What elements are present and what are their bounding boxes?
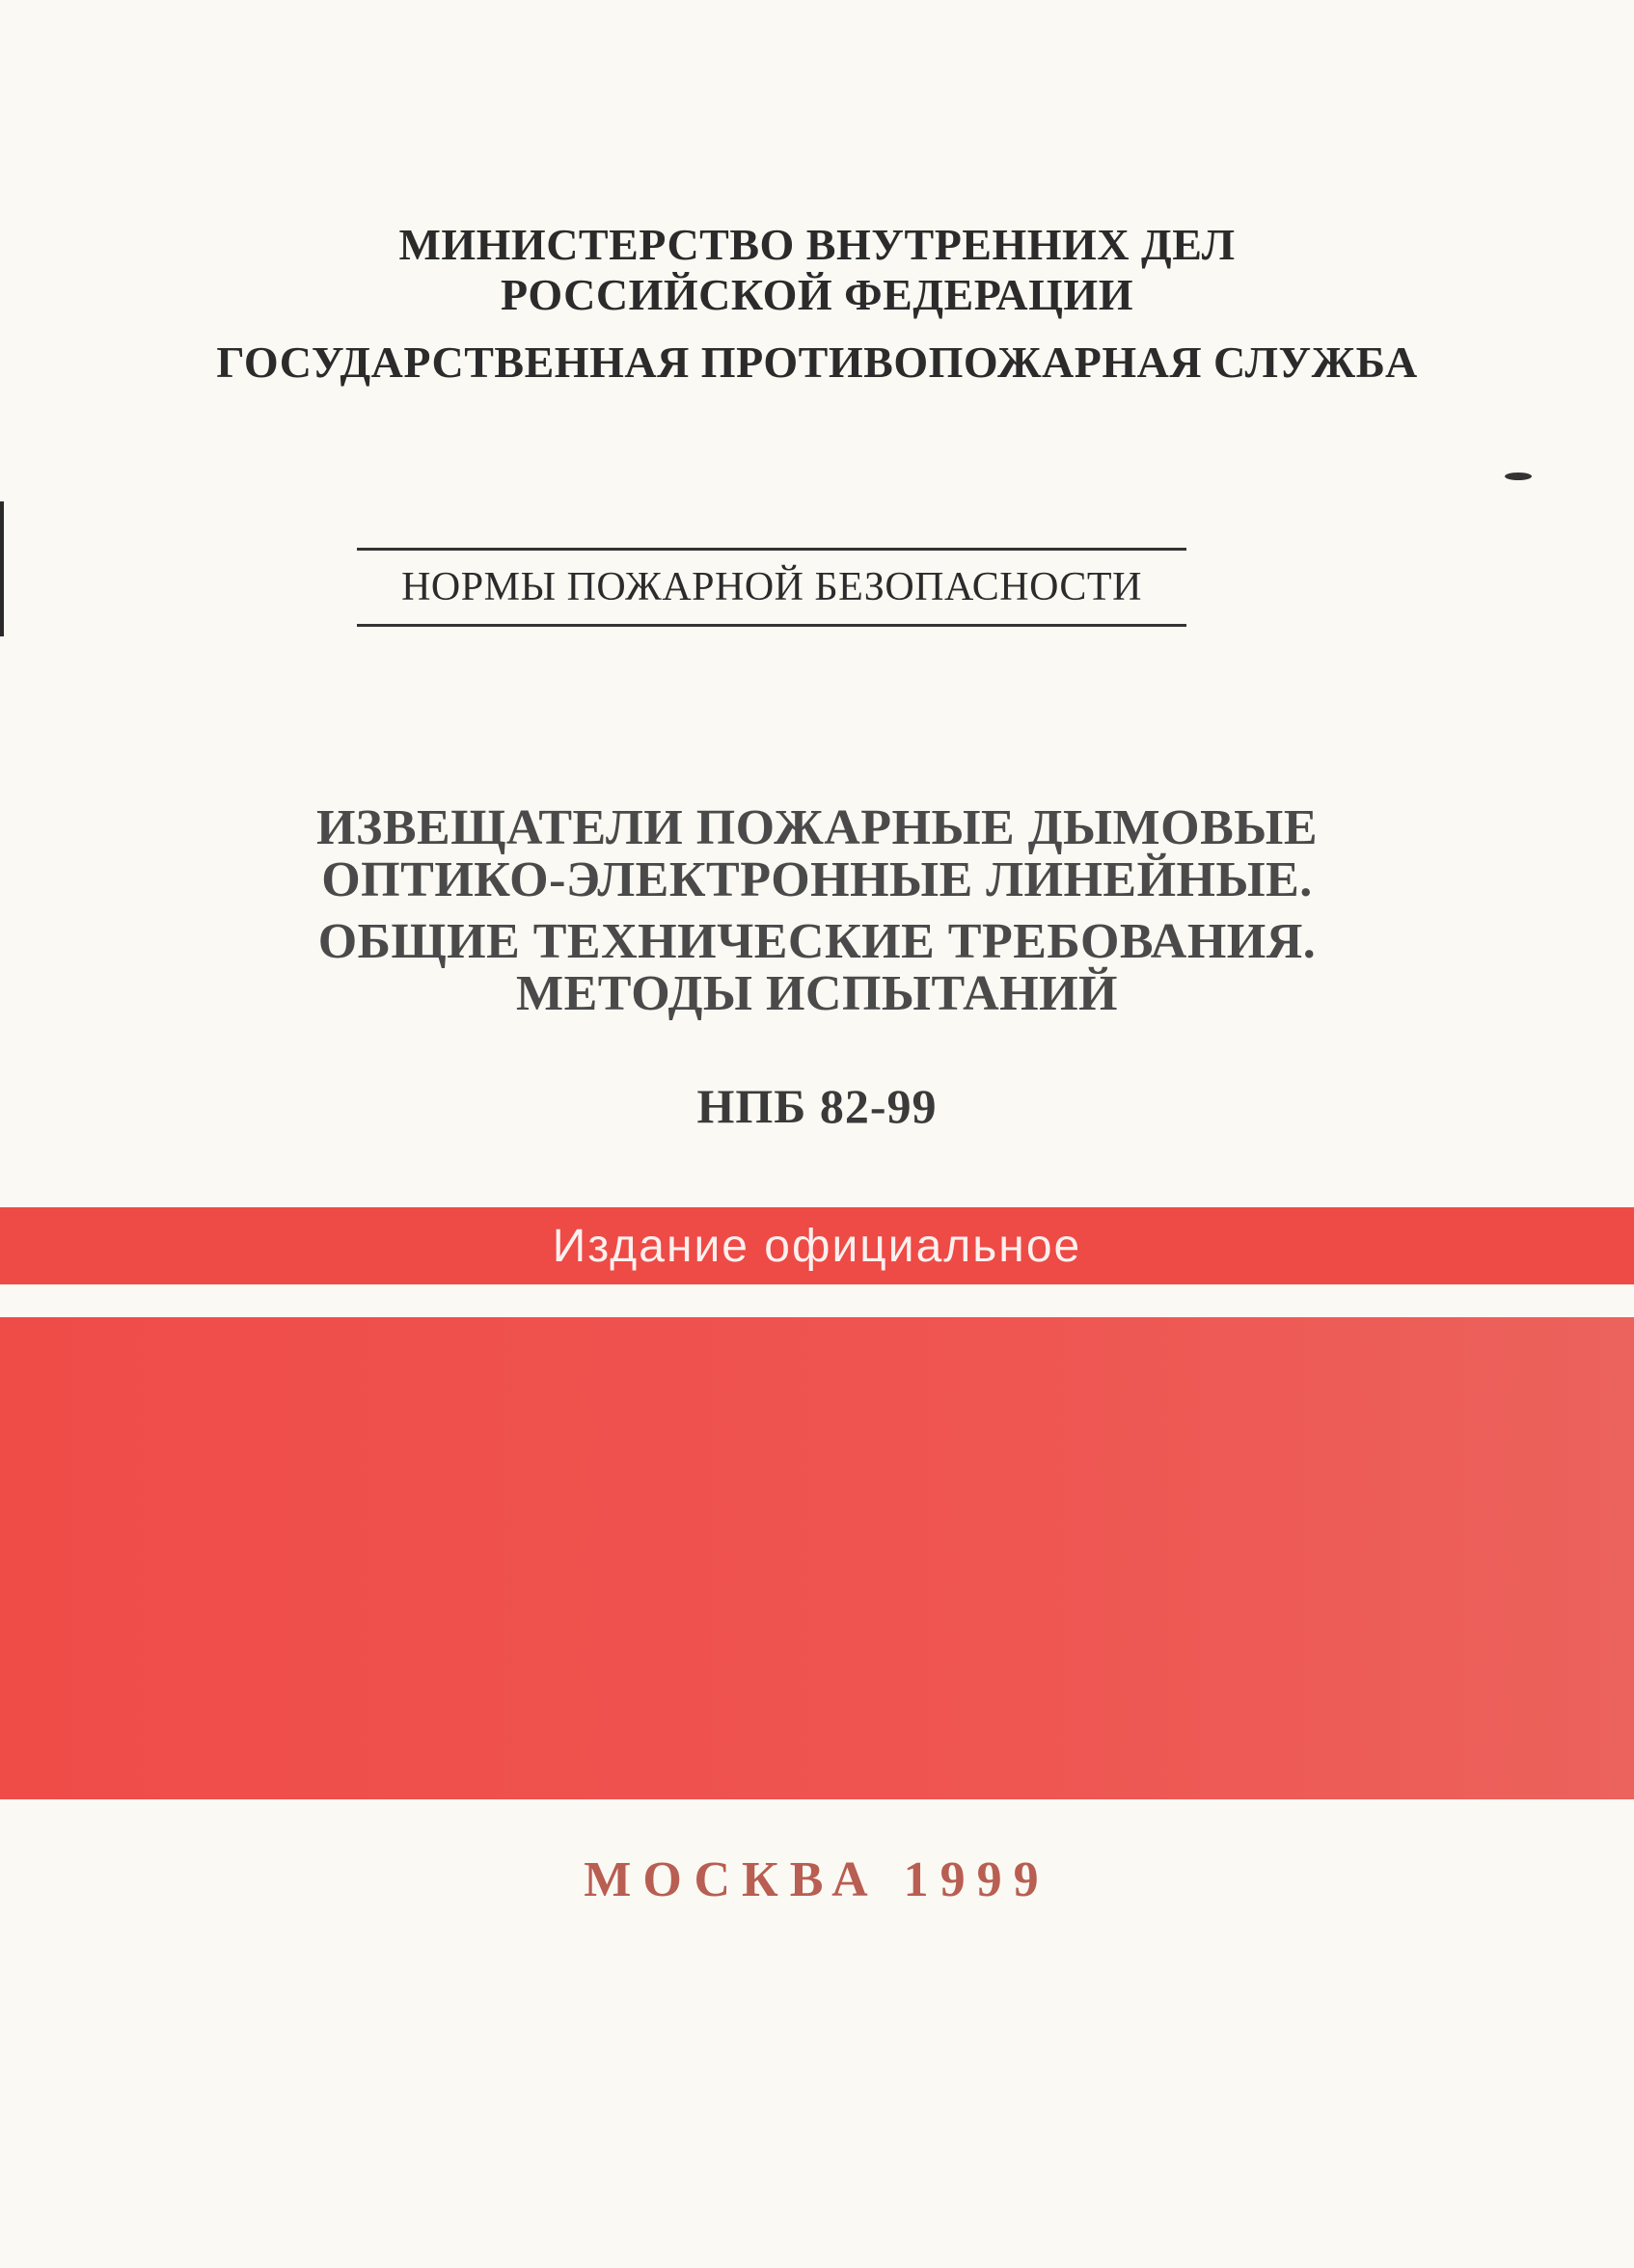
binding-mark — [0, 501, 4, 636]
red-band — [0, 1317, 1634, 1799]
edition-band — [0, 1207, 1634, 1284]
edition-label: Издание официальное — [552, 1220, 1082, 1272]
ministry-line-2: РОССИЙСКОЙ ФЕДЕРАЦИИ — [501, 270, 1133, 319]
document-title — [0, 802, 1634, 1020]
ministry-line-1: МИНИСТЕРСТВО ВНУТРЕННИХ ДЕЛ — [398, 220, 1236, 269]
publication-place-year: МОСКВА 1999 — [584, 1852, 1050, 1907]
document-series — [357, 548, 1186, 627]
print-speck — [1505, 472, 1532, 480]
series-label: НОРМЫ ПОЖАРНОЙ БЕЗОПАСНОСТИ — [401, 565, 1142, 609]
issuing-authority — [0, 220, 1634, 388]
title-line-4: МЕТОДЫ ИСПЫТАНИЙ — [516, 966, 1118, 1021]
title-line-3: ОБЩИЕ ТЕХНИЧЕСКИЕ ТРЕБОВАНИЯ. — [317, 914, 1317, 969]
document-code: НПБ 82-99 — [696, 1079, 938, 1133]
title-line-1: ИЗВЕЩАТЕЛИ ПОЖАРНЫЕ ДЫМОВЫЕ — [315, 800, 1319, 855]
service-name: ГОСУДАРСТВЕННАЯ ПРОТИВОПОЖАРНАЯ СЛУЖБА — [216, 338, 1418, 387]
title-line-2: ОПТИКО-ЭЛЕКТРОННЫЕ ЛИНЕЙНЫЕ. — [321, 852, 1313, 907]
